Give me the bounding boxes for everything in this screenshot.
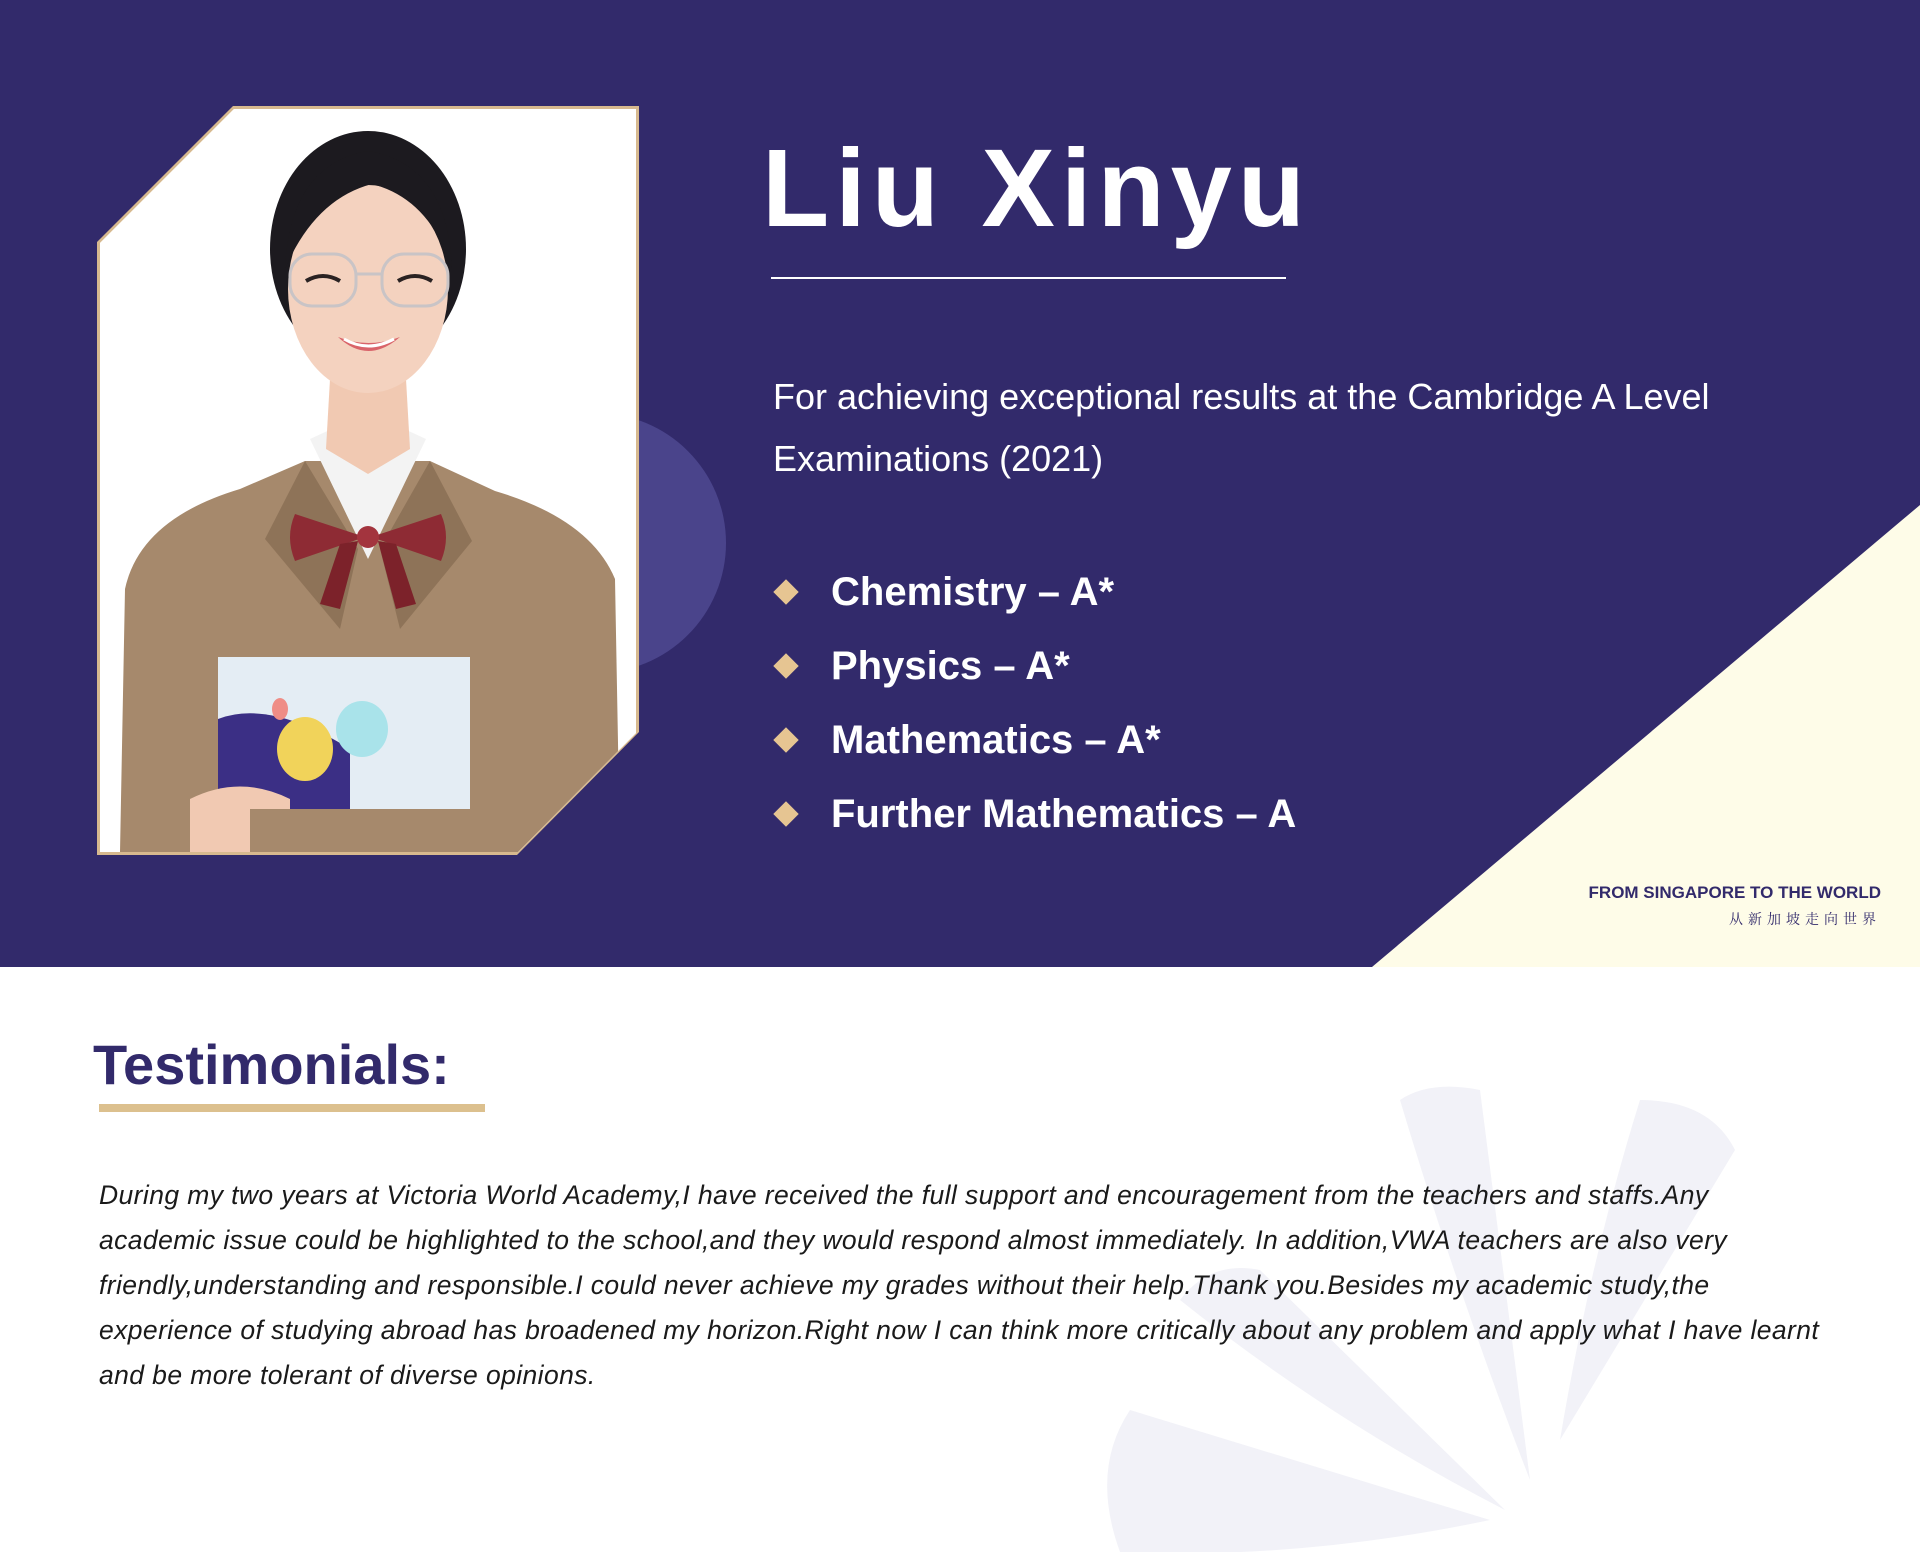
result-item [773, 629, 1296, 703]
result-label: Physics – A* [831, 643, 1070, 688]
diamond-bullet-icon [773, 579, 798, 604]
result-label: Further Mathematics – A [831, 791, 1297, 836]
testimonial-text: During my two years at Victoria World Academy,I have received the full support and encouragement from the teachers and staffs.Any academic issue could be highlighted to the school,and they would respond almost immediately. In addition,VWA teachers are also very friendly,understanding and responsible.I could never achieve my grades without their help.Thank you.Besides my academic study,the experience of studying abroad has broadened my horizon.Right now I can think more critically about any problem and apply what I have learnt and be more tolerant of diverse opinions. [99, 1180, 1820, 1390]
testimonials-heading: Testimonials: [93, 1033, 450, 1096]
result-label: Mathematics – A* [831, 717, 1161, 762]
result-label: Chemistry – A* [831, 569, 1115, 614]
result-item [773, 555, 1296, 629]
heading-underline [99, 1104, 485, 1112]
diamond-bullet-icon [773, 653, 798, 678]
slogan-chinese: 从新加坡走向世界 [1729, 912, 1881, 928]
award-description: For achieving exceptional results at the Cambridge A Level Examinations (2021) [773, 376, 1710, 479]
diamond-bullet-icon [773, 727, 798, 752]
slogan-english: FROM SINGAPORE TO THE WORLD [1588, 883, 1881, 902]
diamond-bullet-icon [773, 801, 798, 826]
student-photo [100, 109, 636, 852]
result-item [773, 703, 1296, 777]
result-item [773, 777, 1296, 851]
student-photo-frame [97, 106, 639, 855]
student-portrait-illustration [100, 109, 636, 852]
name-divider [771, 277, 1286, 279]
results-list [773, 555, 1296, 851]
student-name: Liu Xinyu [762, 127, 1311, 250]
